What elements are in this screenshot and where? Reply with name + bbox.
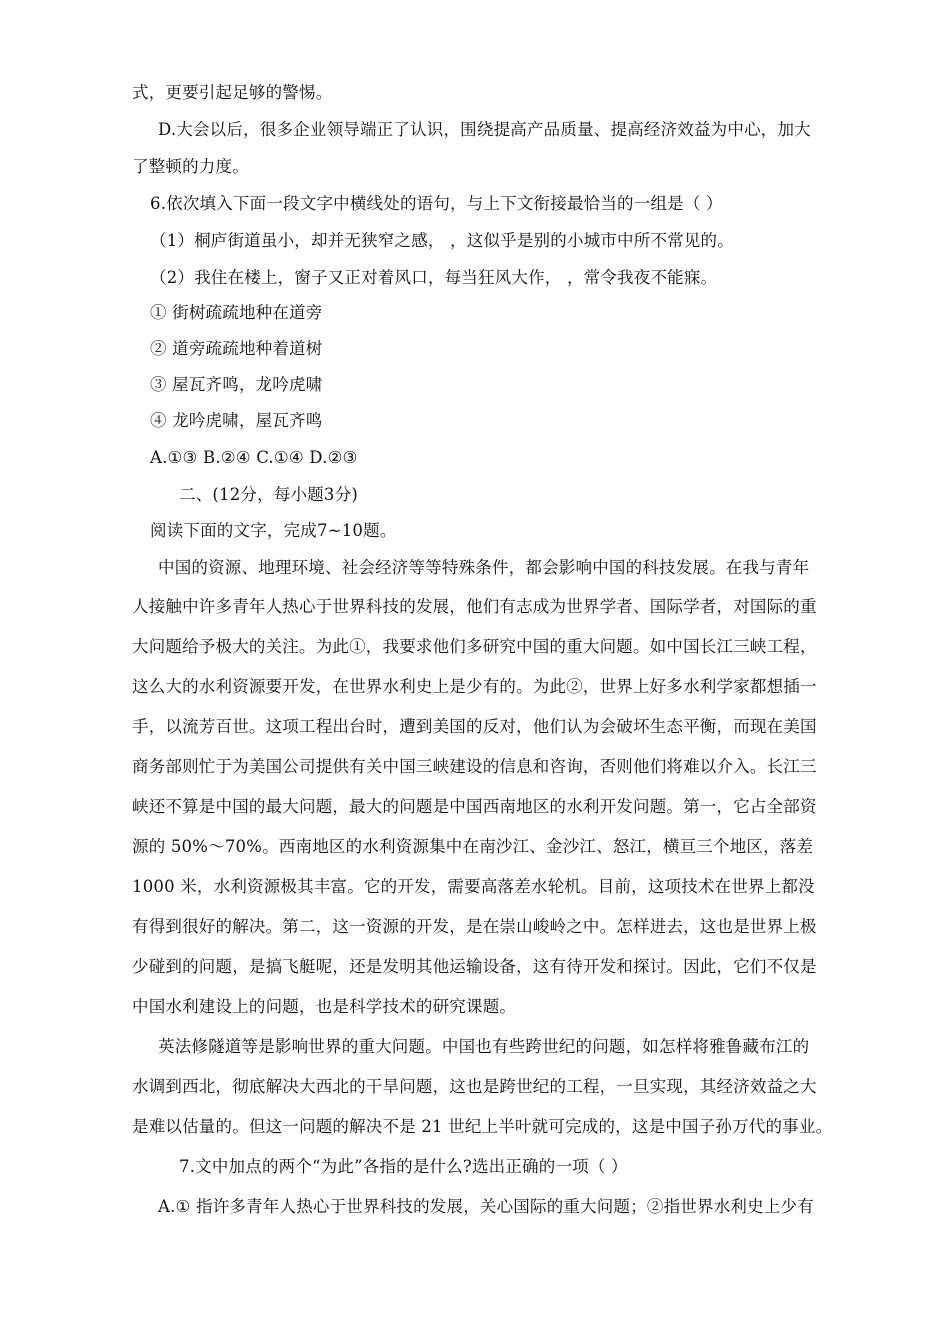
reading-instruction: 阅读下面的文字，完成7~10题。 — [150, 521, 397, 540]
answer-options-6: A.①③ B.②④ C.①④ D.②③ — [150, 448, 358, 467]
passage-line: 英法修隧道等是影响世界的重大问题。中国也有些跨世纪的问题，如怎样将雅鲁藏布江的 — [158, 1037, 810, 1056]
passage-line: 中国水利建设上的问题，也是科学技术的研究课题。 — [132, 997, 517, 1016]
section-heading: 二、(12分，每小题3分) — [179, 485, 358, 504]
passage-line: 商务部则忙于为美国公司提供有关中国三峡建设的信息和咨询，否则他们将难以介入。长江三 — [132, 757, 817, 776]
sentence-1: （1）桐庐街道虽小，却并无狭窄之感， ，这似乎是别的小城市中所不常见的。 — [150, 231, 734, 250]
passage-line: 1000 米，水利资源极其丰富。它的开发，需要高落差水轮机。目前，这项技术在世界上都没 — [132, 877, 815, 896]
passage-line: 少碰到的问题，是搞飞艇呢，还是发明其他运输设备，这有待开发和探讨。因此，它们不仅是 — [132, 957, 817, 976]
choice-4: ④ 龙吟虎啸，屋瓦齐鸣 — [150, 411, 323, 430]
text-line: 式，更要引起足够的警惕。 — [132, 83, 333, 102]
passage-line: 中国的资源、地理环境、社会经济等等特殊条件，都会影响中国的科技发展。在我与青年 — [158, 558, 810, 577]
passage-line: 手，以流芳百世。这项工程出台时，遭到美国的反对，他们认为会破坏生态平衡，而现在美国 — [132, 717, 817, 736]
passage-line: 峡还不算是中国的最大问题，最大的问题是中国西南地区的水利开发问题。第一，它占全部资 — [132, 797, 817, 816]
choice-3: ③ 屋瓦齐鸣，龙吟虎啸 — [150, 375, 323, 394]
option-d-line: D.大会以后，很多企业领导端正了认识，围绕提高产品质量、提高经济效益为中心，加大 — [158, 120, 811, 139]
choice-1: ① 街树疏疏地种在道旁 — [150, 303, 323, 322]
passage-line: 水调到西北，彻底解决大西北的干旱问题，这也是跨世纪的工程，一旦实现，其经济效益之大 — [132, 1077, 817, 1096]
sentence-2: （2）我住在楼上，窗子又正对着风口，每当狂风大作， ，常令我夜不能寐。 — [150, 268, 718, 287]
passage-line: 大问题给予极大的关注。为此①，我要求他们多研究中国的重大问题。如中国长江三峡工程， — [132, 637, 817, 656]
option-a-line: A.① 指许多青年人热心于世界科技的发展，关心国际的重大问题；②指世界水利史上少有 — [158, 1197, 814, 1216]
passage-line: 是难以估量的。但这一问题的解决不是 21 世纪上半叶就可完成的，这是中国子孙万代的事业。 — [132, 1117, 833, 1136]
choice-2: ② 道旁疏疏地种着道树 — [150, 339, 323, 358]
passage-line: 源的 50%～70%。西南地区的水利资源集中在南沙江、金沙江、怒江，横亘三个地区，落差 — [132, 837, 814, 856]
passage-line: 这么大的水利资源要开发，在世界水利史上是少有的。为此②，世界上好多水利学家都想插一 — [132, 677, 817, 696]
question-6: 6.依次填入下面一段文字中横线处的语句，与上下文衔接最恰当的一组是（ ） — [150, 194, 723, 213]
passage-line: 有得到很好的解决。第二，这一资源的开发，是在崇山峻岭之中。怎样进去，这也是世界上极 — [132, 917, 817, 936]
passage-line: 人接触中许多青年人热心于世界科技的发展，他们有志成为世界学者、国际学者，对国际的重 — [132, 597, 817, 616]
question-7: 7.文中加点的两个“为此”各指的是什么?选出正确的一项（ ） — [179, 1157, 628, 1176]
text-line: 了整顿的力度。 — [132, 157, 249, 176]
